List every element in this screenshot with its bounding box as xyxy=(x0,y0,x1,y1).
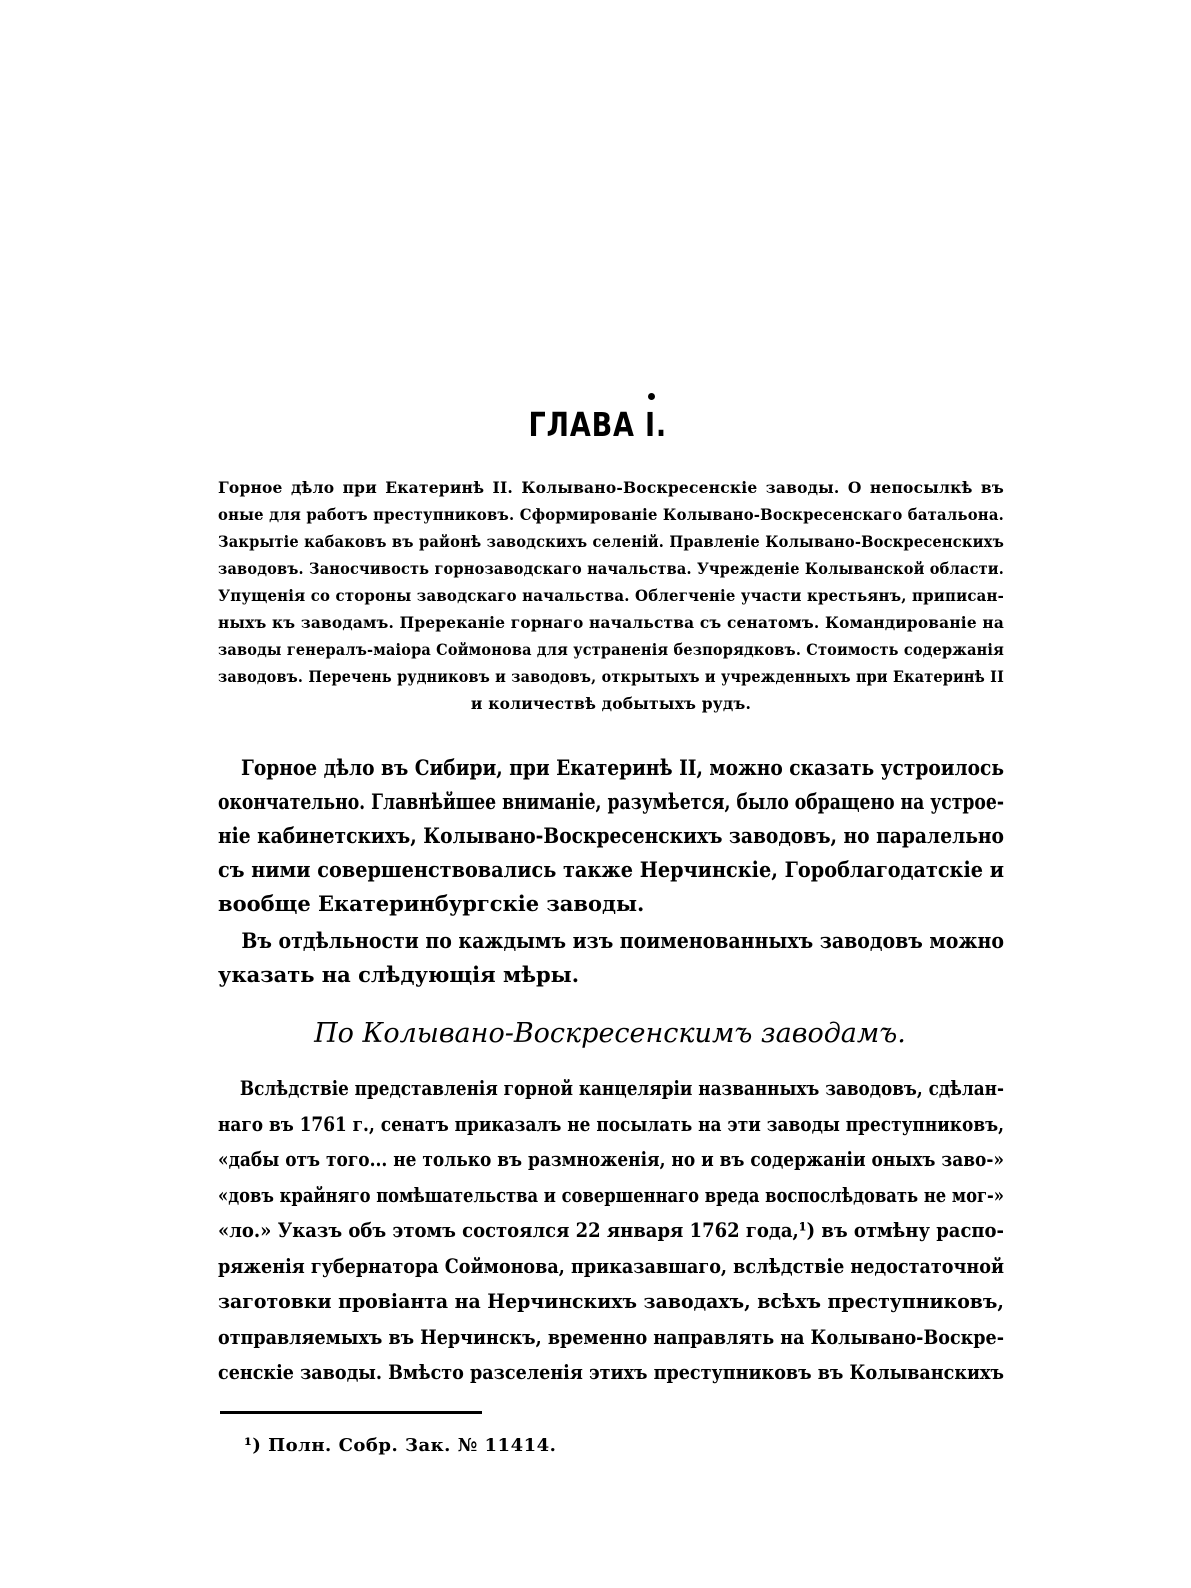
paragraph-line: указать на слѣдующія мѣры. xyxy=(218,962,579,987)
footnote-divider xyxy=(220,1411,482,1414)
summary-line: заводы генералъ-маіора Соймонова для устраненія безпорядковъ. Стоимость содержанія xyxy=(218,640,1004,659)
section-heading: По Колывано-Воскресенскимъ заводамъ. xyxy=(314,1018,906,1049)
paragraph-line: заготовки провіанта на Нерчинскихъ заводахъ, всѣхъ преступниковъ, xyxy=(218,1289,1004,1313)
summary-line: ныхъ къ заводамъ. Пререканіе горнаго начальства съ сенатомъ. Командированіе на xyxy=(218,613,1004,632)
summary-line: заводовъ. Перечень рудниковъ и заводовъ, открытыхъ и учрежденныхъ при Екатеринѣ II xyxy=(218,667,1004,686)
paragraph-line: «довъ крайняго помѣшательства и совершеннаго вреда воспослѣдовать не мог-» xyxy=(218,1182,1004,1207)
summary-line: Горное дѣло при Екатеринѣ II. Колывано-Воскресенскіе заводы. О непосылкѣ въ xyxy=(218,478,1004,497)
summary-line: заводовъ. Заносчивость горнозаводскаго начальства. Учрежденіе Колыванской области. xyxy=(218,559,1004,578)
paragraph-line: Въ отдѣльности по каждымъ изъ поименованныхъ заводовъ можно xyxy=(241,928,1004,953)
footnote: ¹) Полн. Собр. Зак. № 11414. xyxy=(244,1435,557,1456)
paragraph-line: ряженія губернатора Соймонова, приказавшаго, вслѣдствіе недостаточной xyxy=(218,1253,1004,1278)
paragraph-3 xyxy=(218,1071,1004,1391)
chapter-title-dot xyxy=(648,393,655,400)
summary-line: Закрытіе кабаковъ въ районѣ заводскихъ селеній. Правленіе Колывано-Воскресенскихъ xyxy=(218,532,1004,551)
summary-line: Упущенія со стороны заводскаго начальства. Облегченіе участи крестьянъ, приписан- xyxy=(218,586,1004,605)
paragraph-line: Горное дѣло въ Сибири, при Екатеринѣ II, можно сказать устроилось xyxy=(241,755,1004,780)
summary-line: и количествѣ добытыхъ рудъ. xyxy=(470,694,752,713)
paragraph-line: сенскіе заводы. Вмѣсто разселенія этихъ преступниковъ въ Колыванскихъ xyxy=(218,1360,1004,1384)
paragraph-line: наго въ 1761 г., сенатъ приказалъ не посылать на эти заводы преступниковъ, xyxy=(218,1111,1004,1136)
paragraph-line: «ло.» Указъ объ этомъ состоялся 22 января 1762 года,¹) въ отмѣну распо- xyxy=(218,1218,1004,1242)
paragraph-line: отправляемыхъ въ Нерчинскъ, временно направлять на Колывано-Воскре- xyxy=(218,1324,1004,1349)
paragraph-line: «дабы отъ того... не только въ размноженія, но и въ содержаніи оныхъ заво-» xyxy=(218,1147,1004,1171)
chapter-title: ГЛАВА I. xyxy=(528,405,668,444)
chapter-summary xyxy=(218,474,1004,717)
summary-line: оные для работъ преступниковъ. Сформированіе Колывано-Воскресенскаго батальона. xyxy=(218,505,1004,524)
paragraph-1 xyxy=(218,751,1004,921)
paragraph-line: ніе кабинетскихъ, Колывано-Воскресенскихъ заводовъ, но паралельно xyxy=(218,823,1004,848)
paragraph-line: Вслѣдствіе представленія горной канцеляріи названныхъ заводовъ, сдѣлан- xyxy=(239,1076,1004,1100)
paragraph-line: окончательно. Главнѣйшее вниманіе, разумѣется, было обращено на устрое- xyxy=(218,789,1004,814)
paragraph-line: съ ними совершенствовались также Нерчинскіе, Гороблагодатскіе и xyxy=(218,857,1004,882)
paragraph-line: вообще Екатеринбургскіе заводы. xyxy=(218,891,645,916)
paragraph-2 xyxy=(218,924,1004,992)
